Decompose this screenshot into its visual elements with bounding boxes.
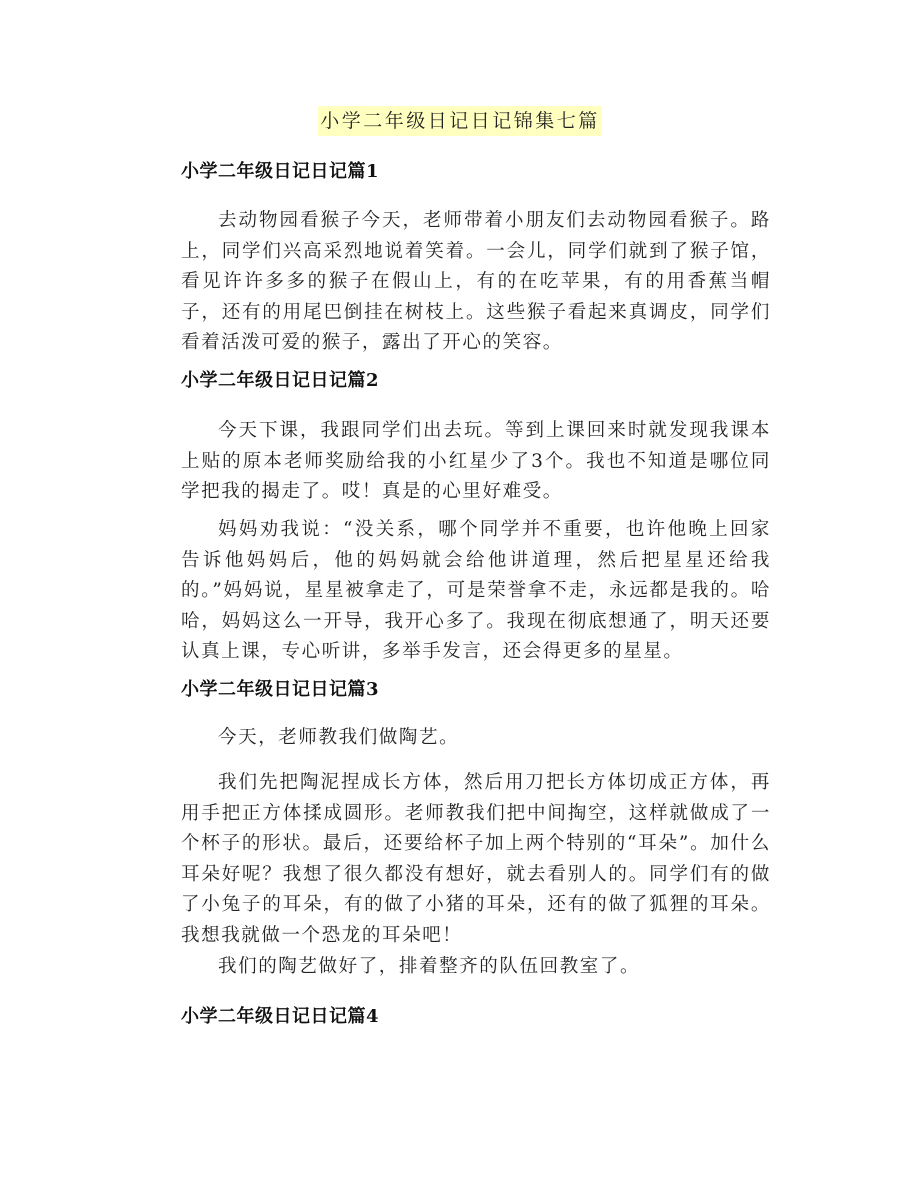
section-3-paragraph-2: 我们先把陶泥捏成长方体，然后用刀把长方体切成正方体，再用手把正方体揉成圆形。老师教我们把中间掏空，这样就做成了一个杯子的形状。最后，还要给杯子加上两个特别的“耳朵”。加什么耳朵好呢？我想了很久都没有想好，就去看别人的。同学们有的做了小兔子的耳朵，有的做了小猪的耳朵，还有的做了狐狸的耳朵。我想我就做一个恐龙的耳朵吧！ [181,772,771,946]
section-heading-4: 小学二年级日记日记篇4 [181,1006,380,1027]
section-1-paragraph-1: 去动物园看猴子今天，老师带着小朋友们去动物园看猴子。路上，同学们兴高采烈地说着笑着。一会儿，同学们就到了猴子馆，看见许许多多的猴子在假山上，有的在吃苹果，有的用香蕉当帽子，还有的用尾巴倒挂在树枝上。这些猴子看起来真调皮，同学们看着活泼可爱的猴子，露出了开心的笑容。 [181,210,771,353]
section-3-paragraph-3: 我们的陶艺做好了，排着整齐的队伍回教室了。 [218,956,641,977]
section-3-paragraph-1: 今天，老师教我们做陶艺。 [218,727,460,748]
section-heading-2: 小学二年级日记日记篇2 [181,370,380,391]
section-heading-3: 小学二年级日记日记篇3 [181,679,380,700]
section-2-paragraph-1: 今天下课，我跟同学们出去玩。等到上课回来时就发现我课本上贴的原本老师奖励给我的小红星少了3个。我也不知道是哪位同学把我的揭走了。哎！真是的心里好难受。 [181,420,771,502]
section-heading-1: 小学二年级日记日记篇1 [181,161,380,182]
document-title: 小学二年级日记日记锦集七篇 [318,106,602,136]
section-2-paragraph-2: 妈妈劝我说：“没关系，哪个同学并不重要，也许他晚上回家告诉他妈妈后，他的妈妈就会给他讲道理，然后把星星还给我的。”妈妈说，星星被拿走了，可是荣誉拿不走，永远都是我的。哈哈，妈妈这么一开导，我开心多了。我现在彻底想通了，明天还要认真上课，专心听讲，多举手发言，还会得更多的星星。 [181,519,771,662]
title-container [0,106,920,136]
